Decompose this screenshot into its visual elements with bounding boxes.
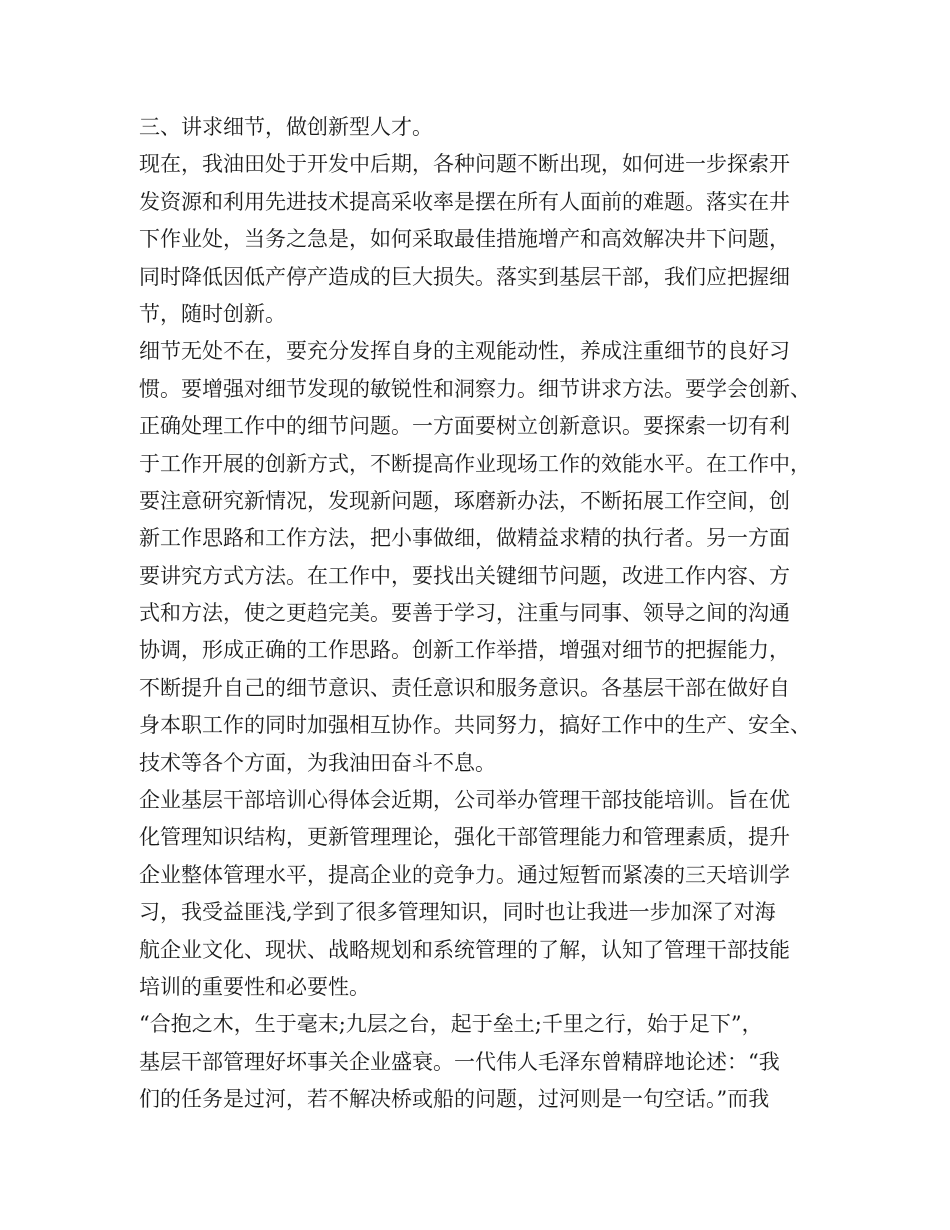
text-line: 发资源和利用先进技术提高采收率是摆在所有人面前的难题。落实在井 <box>139 189 790 214</box>
text-line: 身本职工作的同时加强相互协作。共同努力，搞好工作中的生产、安全、 <box>139 713 811 738</box>
text-line: 现在，我油田处于开发中后期，各种问题不断出现，如何进一步探索开 <box>139 152 790 177</box>
text-line: 细节无处不在，要充分发挥自身的主观能动性，养成注重细节的良好习 <box>139 339 790 364</box>
text-line: 下作业处，当务之急是，如何采取最佳措施增产和高效解决井下问题， <box>139 227 790 252</box>
text-line: 航企业文化、现状、战略规划和系统管理的了解，认知了管理干部技能 <box>139 937 790 962</box>
text-line: 企业基层干部培训心得体会近期，公司举办管理干部技能培训。旨在优 <box>139 788 790 813</box>
text-line: 基层干部管理好坏事关企业盛衰。一代伟人毛泽东曾精辟地论述：“我 <box>139 1049 780 1074</box>
text-line: 不断提升自己的细节意识、责任意识和服务意识。各基层干部在做好自 <box>139 675 790 700</box>
body-text <box>139 109 839 1119</box>
text-line: 正确处理工作中的细节问题。一方面要树立创新意识。要探索一切有利 <box>139 414 790 439</box>
text-line: 节，随时创新。 <box>139 301 286 326</box>
text-line: 惯。要增强对细节发现的敏锐性和洞察力。细节讲求方法。要学会创新、 <box>139 376 811 401</box>
text-line: 习，我受益匪浅,学到了很多管理知识，同时也让我进一步加深了对海 <box>139 900 776 925</box>
text-line: 要注意研究新情况，发现新问题，琢磨新办法，不断拓展工作空间，创 <box>139 488 790 513</box>
text-line: 三、讲求细节，做创新型人才。 <box>139 115 433 139</box>
text-line: 于工作开展的创新方式，不断提高作业现场工作的效能水平。在工作中， <box>139 451 811 476</box>
text-line: 技术等各个方面，为我油田奋斗不息。 <box>139 750 496 775</box>
text-line: 新工作思路和工作方法，把小事做细，做精益求精的执行者。另一方面 <box>139 526 790 551</box>
text-line: 协调，形成正确的工作思路。创新工作举措，增强对细节的把握能力， <box>139 638 790 663</box>
text-line: 培训的重要性和必要性。 <box>139 974 370 999</box>
text-line: “合抱之木，生于毫末;九层之台，起于垒土;千里之行，始于足下”， <box>139 1012 763 1037</box>
text-line: 要讲究方式方法。在工作中，要找出关键细节问题，改进工作内容、方 <box>139 563 790 588</box>
text-line: 式和方法，使之更趋完美。要善于学习，注重与同事、领导之间的沟通 <box>139 601 790 626</box>
text-line: 企业整体管理水平，提高企业的竞争力。通过短暂而紧凑的三天培训学 <box>139 862 790 887</box>
text-line: 们的任务是过河，若不解决桥或船的问题，过河则是一句空话。”而我 <box>139 1087 770 1112</box>
text-line: 同时降低因低产停产造成的巨大损失。落实到基层干部，我们应把握细 <box>139 264 790 289</box>
text-line: 化管理知识结构，更新管理理论，强化干部管理能力和管理素质，提升 <box>139 825 790 850</box>
